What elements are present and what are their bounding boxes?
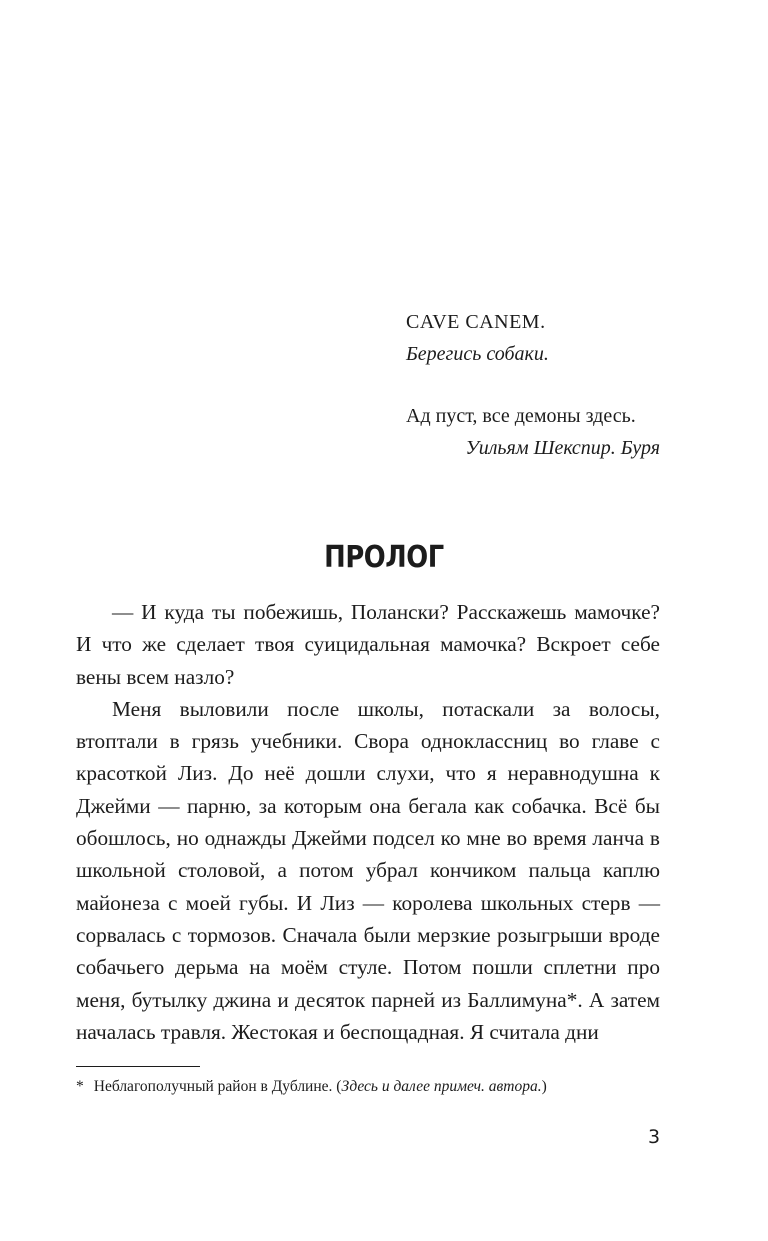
- footnote-italic-text: Здесь и далее примеч. автора.: [341, 1078, 542, 1095]
- chapter-title: ПРОЛОГ: [324, 540, 444, 575]
- paragraph: — И куда ты побежишь, Полански? Расскажешь мамочке? И что же сделает твоя суицидальная мамочка? Вскроет себе вены всем назло?: [76, 600, 660, 689]
- epigraph-translation: Берегись собаки.: [406, 343, 549, 365]
- footnote-text: Неблагополучный район в Дублине. (: [93, 1078, 342, 1095]
- footnote-marker: *: [76, 1078, 84, 1095]
- epigraph-quote: Ад пуст, все демоны здесь.: [406, 405, 636, 427]
- footnote-divider: [76, 1066, 200, 1067]
- body-text: [76, 596, 660, 1048]
- page-number: 3: [648, 1126, 661, 1148]
- footnote-closing: ): [541, 1078, 547, 1095]
- epigraph-attribution: Уильям Шекспир. Буря: [465, 437, 660, 459]
- paragraph: Меня выловили после школы, потаскали за волосы, втоптали в грязь учебники. Свора одноклассниц во главе с красоткой Лиз. До неё дошли слухи, что я неравнодушна к Джейми — парню, за которым она бегала как собачка. Всё бы обошлось, но однажды Джейми подсел ко мне во время ланча в школьной столовой, а потом убрал кончиком пальца каплю майонеза с моей губы. И Лиз — королева школьных стерв — сорвалась с тормозов. Сначала были мерзкие розыгрыши вроде собачьего дерьма на моём стуле. Потом пошли сплетни про меня, бутылку джина и десяток парней из Баллимуна*. А затем началась травля. Жестокая и беспощадная. Я считала дни: [76, 696, 660, 1044]
- epigraph-latin: CAVE CANEM.: [406, 311, 546, 333]
- epigraph-gap: [406, 370, 666, 400]
- epigraph: [406, 306, 666, 464]
- footnote: [76, 1076, 676, 1098]
